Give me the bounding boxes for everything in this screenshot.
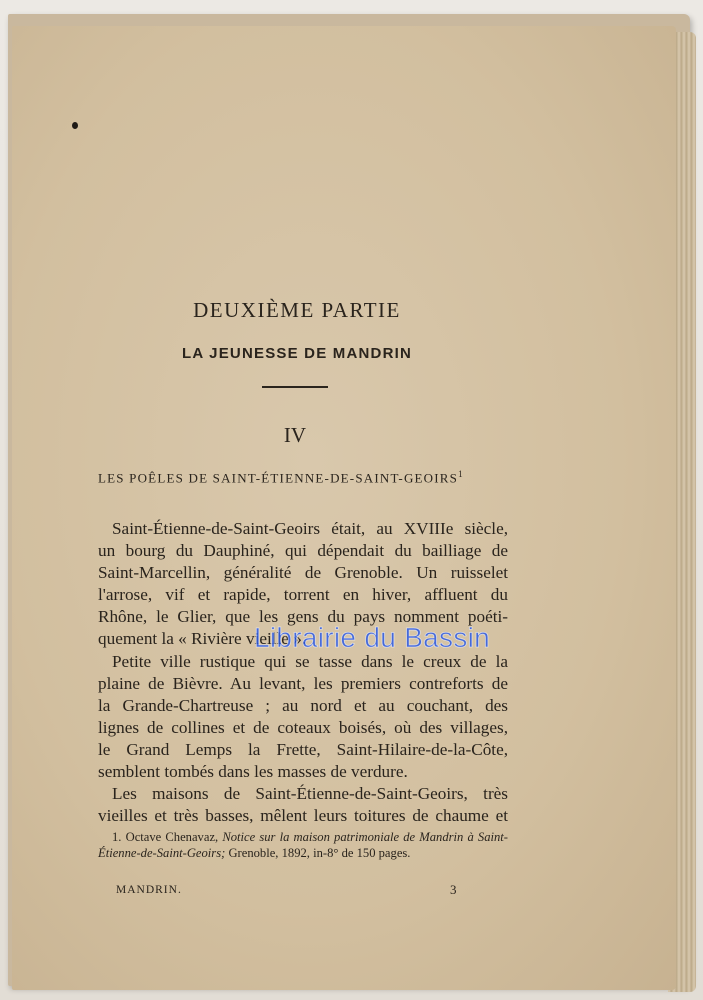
book-page xyxy=(12,26,676,990)
body-line: semblent tombés dans les masses de verdure. xyxy=(98,762,408,782)
body-line: Rhône, le Glier, que les gens du pays nomment poéti- xyxy=(98,607,508,627)
body-line: l'arrose, vif et rapide, torrent en hiver, affluent du xyxy=(98,585,508,605)
book xyxy=(8,14,690,986)
watermark: Librairie du Bassin xyxy=(254,622,491,653)
footnote-author: Octave Chenavaz, xyxy=(125,830,219,844)
footnote-details: Grenoble, 1892, in-8° de 150 pages. xyxy=(228,845,411,860)
body-line: lignes de collines et de coteaux boisés, où des villages, xyxy=(98,717,508,737)
running-footer: MANDRIN. xyxy=(116,884,182,896)
section-title: LA JEUNESSE DE MANDRIN xyxy=(181,345,413,362)
body-line: Les maisons de Saint-Étienne-de-Saint-Geoirs, très xyxy=(112,784,508,804)
body-line: Saint-Étienne-de-Saint-Geoirs était, au XVIIIe siècle, xyxy=(112,519,508,538)
ink-spot xyxy=(72,122,78,129)
page-number: 3 xyxy=(450,882,457,897)
footnote-title: Notice sur la maison patrimoniale de Mandrin à Saint-Étienne-de-Saint-Geoirs; xyxy=(98,830,508,860)
body-line: la Grande-Chartreuse ; au nord et au couchant, des xyxy=(98,695,508,715)
body-line: le Grand Lemps la Frette, Saint-Hilaire-de-la-Côte, xyxy=(98,739,508,759)
part-title: DEUXIÈME PARTIE xyxy=(193,298,401,322)
footnote xyxy=(98,830,508,861)
title-divider xyxy=(262,386,328,388)
chapter-number: IV xyxy=(283,423,307,447)
body-text xyxy=(98,518,508,827)
body-line: un bourg du Dauphiné, qui dépendait du bailliage de xyxy=(98,541,508,561)
footnote-marker: 1 xyxy=(458,469,463,479)
body-line: Saint-Marcellin, généralité de Grenoble. Un ruisselet xyxy=(98,563,508,583)
body-line: quement la « Rivière vieille ». xyxy=(98,629,307,649)
body-line: vieilles et très basses, mêlent leurs toitures de chaume et xyxy=(98,806,508,826)
footnote-number: 1. xyxy=(112,830,122,844)
chapter-title xyxy=(98,469,528,486)
body-line: plaine de Bièvre. Au levant, les premiers contreforts de xyxy=(98,673,508,693)
body-line: Petite ville rustique qui se tasse dans le creux de la xyxy=(112,651,508,671)
chapter-title-text: LES POÊLES DE SAINT-ÉTIENNE-DE-SAINT-GEOIRS xyxy=(98,470,459,486)
